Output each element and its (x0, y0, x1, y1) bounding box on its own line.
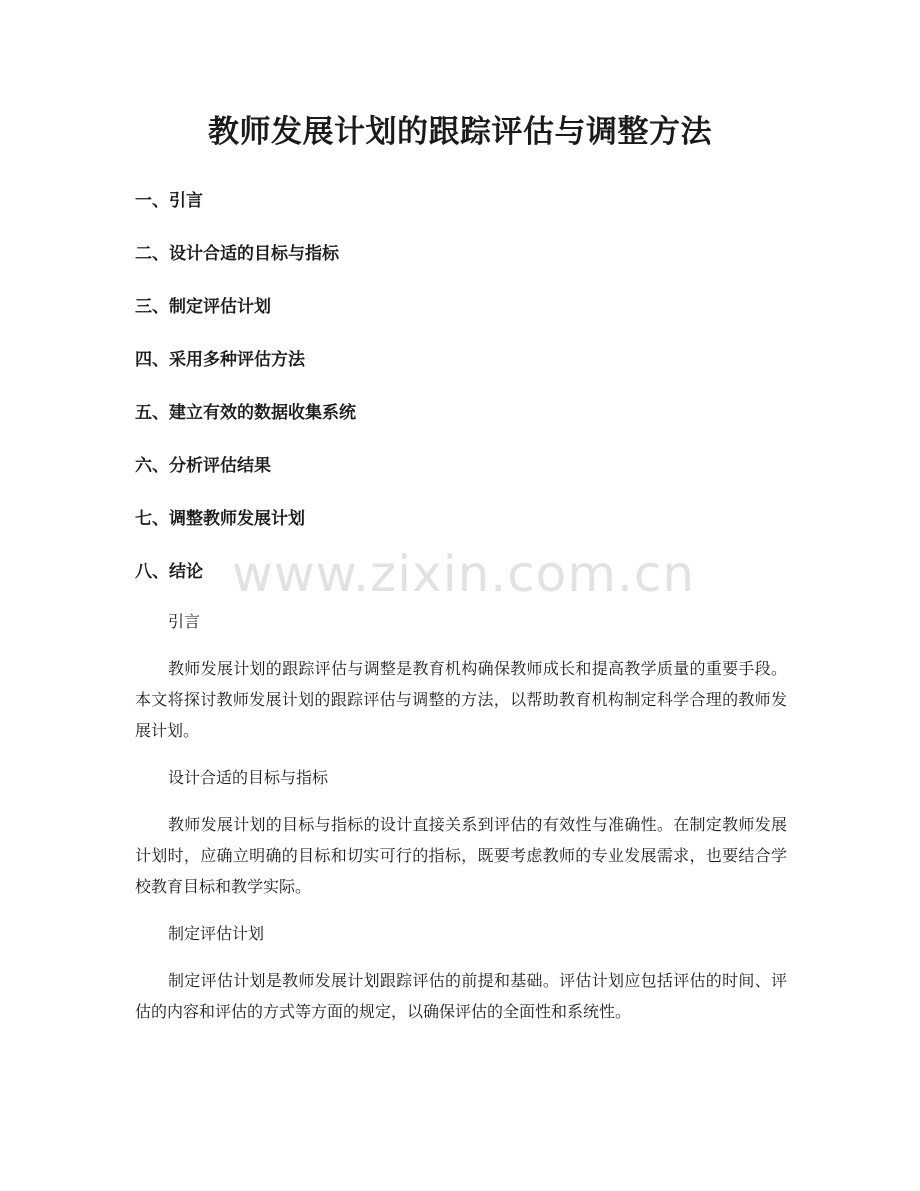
section-heading: 设计合适的目标与指标 (168, 768, 329, 787)
toc-item: 二、设计合适的目标与指标 (135, 244, 339, 264)
watermark: www.zixin.com.cn (232, 545, 696, 603)
toc-item: 四、采用多种评估方法 (135, 350, 305, 370)
section-paragraph: 教师发展计划的跟踪评估与调整是教育机构确保教师成长和提高教学质量的重要手段。本文将探讨教师发展计划的跟踪评估与调整的方法，以帮助教育机构制定科学合理的教师发展计划。 (135, 659, 787, 740)
toc-item: 八、结论 (135, 562, 203, 582)
document-body (135, 606, 787, 1043)
toc-item: 五、建立有效的数据收集系统 (135, 403, 356, 423)
toc-item: 三、制定评估计划 (135, 297, 271, 317)
section-paragraph: 制定评估计划是教师发展计划跟踪评估的前提和基础。评估计划应包括评估的时间、评估的内容和评估的方式等方面的规定，以确保评估的全面性和系统性。 (135, 971, 787, 1021)
toc-item: 一、引言 (135, 191, 203, 211)
document-title: 教师发展计划的跟踪评估与调整方法 (208, 114, 712, 150)
section-paragraph: 教师发展计划的目标与指标的设计直接关系到评估的有效性与准确性。在制定教师发展计划时，应确立明确的目标和切实可行的指标，既要考虑教师的专业发展需求，也要结合学校教育目标和教学实际。 (135, 815, 787, 896)
section-heading: 制定评估计划 (168, 924, 265, 943)
toc-item: 六、分析评估结果 (135, 456, 271, 476)
section-heading: 引言 (168, 612, 201, 631)
toc-item: 七、调整教师发展计划 (135, 509, 305, 529)
table-of-contents (135, 183, 795, 607)
